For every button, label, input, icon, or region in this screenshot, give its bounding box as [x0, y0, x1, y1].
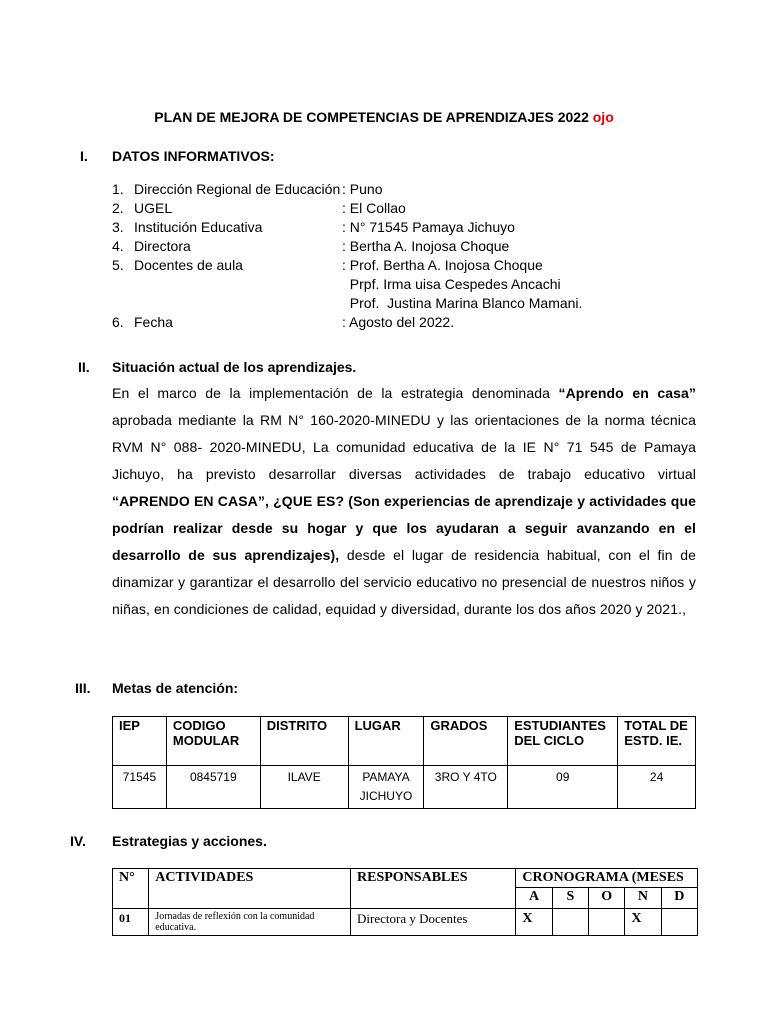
section-2-number: II.	[78, 359, 90, 375]
metas-cell: 3RO Y 4TO	[424, 766, 508, 809]
info-value: : Bertha A. Inojosa Choque	[342, 238, 510, 254]
month-header: D	[661, 888, 697, 909]
month-mark	[661, 909, 697, 936]
metas-cell: 09	[508, 766, 618, 809]
info-number: 5.	[112, 257, 124, 273]
info-number: 3.	[112, 219, 124, 235]
metas-header-cell: ESTUDIANTES DEL CICLO	[508, 717, 618, 766]
section-3-title: Metas de atención:	[112, 680, 239, 696]
header-cronograma: CRONOGRAMA (MESES	[516, 869, 698, 888]
info-value: Prpf. Irma uisa Cespedes Ancachi	[342, 276, 561, 292]
info-number: 1.	[112, 181, 124, 197]
estrategias-header-row	[113, 869, 698, 888]
info-label: Dirección Regional de Educación	[134, 181, 341, 197]
table-row	[113, 909, 698, 936]
situation-paragraph: En el marco de la implementación de la estrategia denominada “Aprendo en casa” aprobada mediante la RM N° 160-2020-MINEDU y las orientaciones de la norma técnica RVM N° 088- 2020-MINEDU, La comunidad educativa de la IE N° 71 545 de Pamaya Jichuyo, ha previsto desarrollar diversas actividades de trabajo educativo virtual “APRENDO EN CASA”, ¿QUE ES? (Son experiencias de aprendizaje y actividades que podrían realizar desde su hogar y que los ayudaran a seguir avanzando en el desarrollo de sus aprendizajes), desde el lugar de residencia habitual, con el fin de dinamizar y garantizar el desarrollo del servicio educativo no presencial de nuestros niños y niñas, en condiciones de calidad, equidad y diversidad, durante los dos años 2020 y 2021.,	[112, 385, 697, 617]
estrategias-table	[112, 868, 698, 936]
info-label: Fecha	[134, 314, 173, 330]
title-flag: ojo	[592, 109, 614, 125]
table-row	[113, 766, 696, 809]
activity-responsables: Directora y Docentes	[351, 909, 516, 936]
metas-header-cell: LUGAR	[348, 717, 424, 766]
info-label: UGEL	[134, 200, 173, 216]
month-mark: X	[516, 909, 552, 936]
activity-number: 01	[113, 909, 149, 936]
month-header: N	[625, 888, 661, 909]
section-4-number: IV.	[70, 833, 86, 849]
metas-cell: ILAVE	[260, 766, 348, 809]
metas-header-row	[113, 717, 696, 766]
metas-cell: 0845719	[166, 766, 260, 809]
info-number: 6.	[112, 314, 124, 330]
header-numero: N°	[113, 869, 149, 909]
metas-header-cell: GRADOS	[424, 717, 508, 766]
info-number: 2.	[112, 200, 124, 216]
month-header: O	[589, 888, 625, 909]
header-actividades: ACTIVIDADES	[149, 869, 351, 909]
section-4-title: Estrategias y acciones.	[112, 833, 267, 849]
section-1-title: DATOS INFORMATIVOS:	[112, 148, 275, 164]
info-value: : N° 71545 Pamaya Jichuyo	[342, 219, 515, 235]
metas-header-cell: DISTRITO	[260, 717, 348, 766]
section-2-title: Situación actual de los aprendizajes.	[112, 359, 357, 375]
info-label: Docentes de aula	[134, 257, 243, 273]
section-1-number: I.	[80, 148, 88, 164]
header-responsables: RESPONSABLES	[351, 869, 516, 909]
info-value: : Agosto del 2022.	[342, 314, 455, 330]
activity-description: Jornadas de reflexión con la comunidad educativa.	[149, 909, 351, 936]
metas-header-cell: CODIGO MODULAR	[166, 717, 260, 766]
metas-header-cell: TOTAL DE ESTD. IE.	[618, 717, 696, 766]
metas-header-cell: IEP	[113, 717, 167, 766]
info-number: 4.	[112, 238, 124, 254]
metas-table	[112, 716, 696, 809]
month-mark	[589, 909, 625, 936]
month-mark	[552, 909, 588, 936]
section-3-number: III.	[75, 680, 91, 696]
info-label: Directora	[134, 238, 191, 254]
metas-cell: PAMAYA JICHUYO	[348, 766, 424, 809]
info-value: : Prof. Bertha A. Inojosa Choque	[342, 257, 543, 273]
month-mark: X	[625, 909, 661, 936]
info-value: : Puno	[342, 181, 383, 197]
info-value: Prof. Justina Marina Blanco Mamani.	[342, 295, 583, 311]
info-value: : El Collao	[342, 200, 406, 216]
month-header: S	[552, 888, 588, 909]
metas-cell: 24	[618, 766, 696, 809]
month-header: A	[516, 888, 552, 909]
document-title: PLAN DE MEJORA DE COMPETENCIAS DE APRENDIZAJES 2022 ojo	[154, 109, 614, 125]
info-label: Institución Educativa	[134, 219, 263, 235]
metas-cell: 71545	[113, 766, 167, 809]
